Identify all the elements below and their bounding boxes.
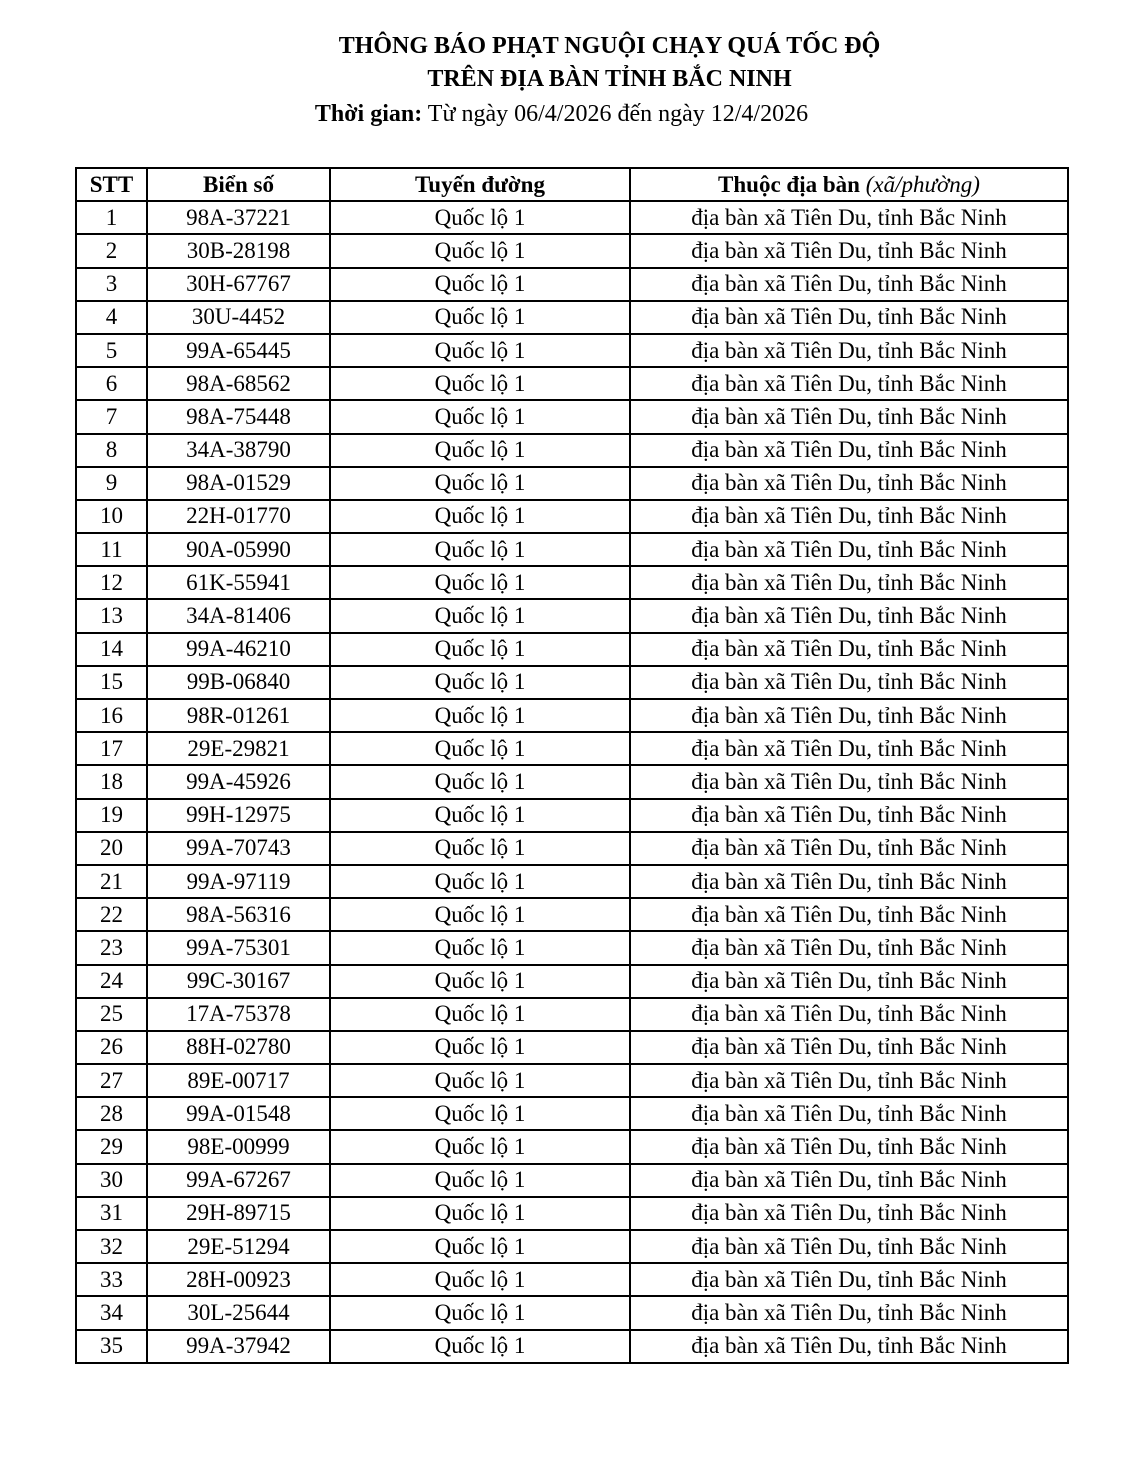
column-header-area-note: (xã/phường) bbox=[865, 171, 980, 197]
cell-plate: 98A-75448 bbox=[147, 400, 330, 433]
cell-route: Quốc lộ 1 bbox=[330, 898, 630, 931]
cell-stt: 26 bbox=[76, 1031, 147, 1064]
cell-area: địa bàn xã Tiên Du, tỉnh Bắc Ninh bbox=[630, 1064, 1068, 1097]
cell-plate: 99H-12975 bbox=[147, 799, 330, 832]
table-row bbox=[76, 898, 1068, 931]
cell-stt: 15 bbox=[76, 666, 147, 699]
cell-plate: 99A-97119 bbox=[147, 865, 330, 898]
cell-plate: 22H-01770 bbox=[147, 500, 330, 533]
column-header-stt: STT bbox=[76, 168, 147, 201]
cell-route: Quốc lộ 1 bbox=[330, 699, 630, 732]
cell-route: Quốc lộ 1 bbox=[330, 799, 630, 832]
cell-area: địa bàn xã Tiên Du, tỉnh Bắc Ninh bbox=[630, 931, 1068, 964]
cell-stt: 30 bbox=[76, 1164, 147, 1197]
cell-stt: 1 bbox=[76, 201, 147, 234]
cell-route: Quốc lộ 1 bbox=[330, 633, 630, 666]
cell-plate: 98A-37221 bbox=[147, 201, 330, 234]
cell-area: địa bàn xã Tiên Du, tỉnh Bắc Ninh bbox=[630, 666, 1068, 699]
table-row bbox=[76, 965, 1068, 998]
cell-plate: 99B-06840 bbox=[147, 666, 330, 699]
table-row bbox=[76, 599, 1068, 632]
cell-area: địa bàn xã Tiên Du, tỉnh Bắc Ninh bbox=[630, 367, 1068, 400]
cell-stt: 3 bbox=[76, 268, 147, 301]
cell-area: địa bàn xã Tiên Du, tỉnh Bắc Ninh bbox=[630, 965, 1068, 998]
violations-table bbox=[75, 167, 1069, 1364]
table-row bbox=[76, 732, 1068, 765]
cell-route: Quốc lộ 1 bbox=[330, 566, 630, 599]
cell-plate: 30U-4452 bbox=[147, 301, 330, 334]
table-row bbox=[76, 367, 1068, 400]
cell-plate: 99A-01548 bbox=[147, 1097, 330, 1130]
cell-plate: 98E-00999 bbox=[147, 1130, 330, 1163]
document-subtitle: TRÊN ĐỊA BÀN TỈNH BẮC NINH bbox=[427, 66, 792, 92]
cell-area: địa bàn xã Tiên Du, tỉnh Bắc Ninh bbox=[630, 1197, 1068, 1230]
cell-area: địa bàn xã Tiên Du, tỉnh Bắc Ninh bbox=[630, 732, 1068, 765]
table-row bbox=[76, 1263, 1068, 1296]
table-row bbox=[76, 467, 1068, 500]
cell-stt: 7 bbox=[76, 400, 147, 433]
table-row bbox=[76, 998, 1068, 1031]
cell-plate: 99A-70743 bbox=[147, 832, 330, 865]
cell-plate: 99A-37942 bbox=[147, 1330, 330, 1363]
cell-stt: 12 bbox=[76, 566, 147, 599]
cell-plate: 98R-01261 bbox=[147, 699, 330, 732]
cell-stt: 2 bbox=[76, 234, 147, 267]
cell-area: địa bàn xã Tiên Du, tỉnh Bắc Ninh bbox=[630, 201, 1068, 234]
cell-route: Quốc lộ 1 bbox=[330, 201, 630, 234]
cell-route: Quốc lộ 1 bbox=[330, 1263, 630, 1296]
cell-area: địa bàn xã Tiên Du, tỉnh Bắc Ninh bbox=[630, 1031, 1068, 1064]
cell-area: địa bàn xã Tiên Du, tỉnh Bắc Ninh bbox=[630, 1263, 1068, 1296]
cell-stt: 11 bbox=[76, 533, 147, 566]
cell-stt: 9 bbox=[76, 467, 147, 500]
cell-area: địa bàn xã Tiên Du, tỉnh Bắc Ninh bbox=[630, 1330, 1068, 1363]
cell-stt: 31 bbox=[76, 1197, 147, 1230]
cell-route: Quốc lộ 1 bbox=[330, 765, 630, 798]
cell-area: địa bàn xã Tiên Du, tỉnh Bắc Ninh bbox=[630, 400, 1068, 433]
cell-route: Quốc lộ 1 bbox=[330, 666, 630, 699]
cell-plate: 17A-75378 bbox=[147, 998, 330, 1031]
column-header-route: Tuyến đường bbox=[330, 168, 630, 201]
cell-area: địa bàn xã Tiên Du, tỉnh Bắc Ninh bbox=[630, 234, 1068, 267]
table-row bbox=[76, 268, 1068, 301]
table-row bbox=[76, 201, 1068, 234]
cell-route: Quốc lộ 1 bbox=[330, 965, 630, 998]
cell-route: Quốc lộ 1 bbox=[330, 1064, 630, 1097]
table-row bbox=[76, 1064, 1068, 1097]
cell-route: Quốc lộ 1 bbox=[330, 400, 630, 433]
cell-stt: 28 bbox=[76, 1097, 147, 1130]
cell-plate: 98A-01529 bbox=[147, 467, 330, 500]
cell-route: Quốc lộ 1 bbox=[330, 998, 630, 1031]
cell-plate: 99A-75301 bbox=[147, 931, 330, 964]
cell-stt: 23 bbox=[76, 931, 147, 964]
cell-stt: 32 bbox=[76, 1230, 147, 1263]
cell-route: Quốc lộ 1 bbox=[330, 268, 630, 301]
cell-plate: 30L-25644 bbox=[147, 1296, 330, 1329]
table-row bbox=[76, 666, 1068, 699]
cell-route: Quốc lộ 1 bbox=[330, 467, 630, 500]
cell-area: địa bàn xã Tiên Du, tỉnh Bắc Ninh bbox=[630, 765, 1068, 798]
cell-stt: 16 bbox=[76, 699, 147, 732]
cell-route: Quốc lộ 1 bbox=[330, 599, 630, 632]
cell-area: địa bàn xã Tiên Du, tỉnh Bắc Ninh bbox=[630, 865, 1068, 898]
cell-plate: 98A-56316 bbox=[147, 898, 330, 931]
cell-area: địa bàn xã Tiên Du, tỉnh Bắc Ninh bbox=[630, 998, 1068, 1031]
table-row bbox=[76, 1330, 1068, 1363]
column-header-area bbox=[630, 168, 1068, 201]
cell-plate: 29E-29821 bbox=[147, 732, 330, 765]
column-header-plate: Biển số bbox=[147, 168, 330, 201]
cell-route: Quốc lộ 1 bbox=[330, 865, 630, 898]
time-period-label: Thời gian: bbox=[314, 101, 423, 127]
cell-area: địa bàn xã Tiên Du, tỉnh Bắc Ninh bbox=[630, 1164, 1068, 1197]
cell-plate: 30H-67767 bbox=[147, 268, 330, 301]
table-row bbox=[76, 1296, 1068, 1329]
cell-route: Quốc lộ 1 bbox=[330, 832, 630, 865]
cell-stt: 34 bbox=[76, 1296, 147, 1329]
table-row bbox=[76, 1031, 1068, 1064]
table-row bbox=[76, 1230, 1068, 1263]
cell-plate: 34A-38790 bbox=[147, 434, 330, 467]
table-row bbox=[76, 234, 1068, 267]
table-row bbox=[76, 699, 1068, 732]
cell-plate: 90A-05990 bbox=[147, 533, 330, 566]
table-row bbox=[76, 832, 1068, 865]
cell-area: địa bàn xã Tiên Du, tỉnh Bắc Ninh bbox=[630, 1230, 1068, 1263]
table-row bbox=[76, 865, 1068, 898]
table-row bbox=[76, 633, 1068, 666]
table-row bbox=[76, 334, 1068, 367]
table-row bbox=[76, 765, 1068, 798]
cell-area: địa bàn xã Tiên Du, tỉnh Bắc Ninh bbox=[630, 599, 1068, 632]
cell-area: địa bàn xã Tiên Du, tỉnh Bắc Ninh bbox=[630, 268, 1068, 301]
table-row bbox=[76, 500, 1068, 533]
table-row bbox=[76, 931, 1068, 964]
time-period bbox=[0, 99, 1131, 129]
cell-route: Quốc lộ 1 bbox=[330, 500, 630, 533]
cell-stt: 35 bbox=[76, 1330, 147, 1363]
cell-route: Quốc lộ 1 bbox=[330, 732, 630, 765]
cell-stt: 22 bbox=[76, 898, 147, 931]
cell-area: địa bàn xã Tiên Du, tỉnh Bắc Ninh bbox=[630, 533, 1068, 566]
table-row bbox=[76, 533, 1068, 566]
cell-plate: 99A-67267 bbox=[147, 1164, 330, 1197]
cell-route: Quốc lộ 1 bbox=[330, 367, 630, 400]
column-header-area-label: Thuộc địa bàn bbox=[718, 171, 866, 197]
cell-route: Quốc lộ 1 bbox=[330, 234, 630, 267]
cell-plate: 99A-65445 bbox=[147, 334, 330, 367]
cell-route: Quốc lộ 1 bbox=[330, 931, 630, 964]
table-row bbox=[76, 301, 1068, 334]
cell-area: địa bàn xã Tiên Du, tỉnh Bắc Ninh bbox=[630, 301, 1068, 334]
cell-plate: 34A-81406 bbox=[147, 599, 330, 632]
document-title: THÔNG BÁO PHẠT NGUỘI CHẠY QUÁ TỐC ĐỘ bbox=[338, 33, 881, 59]
cell-stt: 6 bbox=[76, 367, 147, 400]
cell-stt: 5 bbox=[76, 334, 147, 367]
cell-plate: 99A-45926 bbox=[147, 765, 330, 798]
cell-stt: 14 bbox=[76, 633, 147, 666]
cell-plate: 28H-00923 bbox=[147, 1263, 330, 1296]
cell-area: địa bàn xã Tiên Du, tỉnh Bắc Ninh bbox=[630, 334, 1068, 367]
cell-route: Quốc lộ 1 bbox=[330, 434, 630, 467]
table-row bbox=[76, 1097, 1068, 1130]
cell-area: địa bàn xã Tiên Du, tỉnh Bắc Ninh bbox=[630, 566, 1068, 599]
cell-stt: 24 bbox=[76, 965, 147, 998]
table-row bbox=[76, 1130, 1068, 1163]
cell-stt: 25 bbox=[76, 998, 147, 1031]
table-row bbox=[76, 434, 1068, 467]
table-row bbox=[76, 400, 1068, 433]
cell-stt: 19 bbox=[76, 799, 147, 832]
cell-route: Quốc lộ 1 bbox=[330, 1031, 630, 1064]
cell-route: Quốc lộ 1 bbox=[330, 1197, 630, 1230]
cell-stt: 20 bbox=[76, 832, 147, 865]
cell-route: Quốc lộ 1 bbox=[330, 1230, 630, 1263]
cell-area: địa bàn xã Tiên Du, tỉnh Bắc Ninh bbox=[630, 434, 1068, 467]
cell-plate: 88H-02780 bbox=[147, 1031, 330, 1064]
cell-area: địa bàn xã Tiên Du, tỉnh Bắc Ninh bbox=[630, 1296, 1068, 1329]
table-row bbox=[76, 1197, 1068, 1230]
cell-stt: 33 bbox=[76, 1263, 147, 1296]
table-body bbox=[76, 201, 1068, 1363]
cell-route: Quốc lộ 1 bbox=[330, 301, 630, 334]
cell-stt: 8 bbox=[76, 434, 147, 467]
table-row bbox=[76, 1164, 1068, 1197]
cell-stt: 21 bbox=[76, 865, 147, 898]
cell-area: địa bàn xã Tiên Du, tỉnh Bắc Ninh bbox=[630, 699, 1068, 732]
cell-area: địa bàn xã Tiên Du, tỉnh Bắc Ninh bbox=[630, 467, 1068, 500]
cell-stt: 13 bbox=[76, 599, 147, 632]
cell-area: địa bàn xã Tiên Du, tỉnh Bắc Ninh bbox=[630, 1130, 1068, 1163]
cell-plate: 99C-30167 bbox=[147, 965, 330, 998]
cell-stt: 27 bbox=[76, 1064, 147, 1097]
cell-area: địa bàn xã Tiên Du, tỉnh Bắc Ninh bbox=[630, 898, 1068, 931]
cell-area: địa bàn xã Tiên Du, tỉnh Bắc Ninh bbox=[630, 799, 1068, 832]
cell-route: Quốc lộ 1 bbox=[330, 1330, 630, 1363]
cell-plate: 99A-46210 bbox=[147, 633, 330, 666]
cell-route: Quốc lộ 1 bbox=[330, 1130, 630, 1163]
table-row bbox=[76, 566, 1068, 599]
cell-route: Quốc lộ 1 bbox=[330, 334, 630, 367]
cell-plate: 61K-55941 bbox=[147, 566, 330, 599]
cell-plate: 89E-00717 bbox=[147, 1064, 330, 1097]
cell-plate: 29E-51294 bbox=[147, 1230, 330, 1263]
cell-route: Quốc lộ 1 bbox=[330, 1097, 630, 1130]
cell-route: Quốc lộ 1 bbox=[330, 1164, 630, 1197]
cell-stt: 17 bbox=[76, 732, 147, 765]
cell-stt: 29 bbox=[76, 1130, 147, 1163]
cell-plate: 29H-89715 bbox=[147, 1197, 330, 1230]
cell-area: địa bàn xã Tiên Du, tỉnh Bắc Ninh bbox=[630, 500, 1068, 533]
table-header-row bbox=[76, 168, 1068, 201]
cell-plate: 30B-28198 bbox=[147, 234, 330, 267]
cell-route: Quốc lộ 1 bbox=[330, 533, 630, 566]
table-row bbox=[76, 799, 1068, 832]
time-period-value: Từ ngày 06/4/2026 đến ngày 12/4/2026 bbox=[422, 101, 809, 127]
cell-area: địa bàn xã Tiên Du, tỉnh Bắc Ninh bbox=[630, 1097, 1068, 1130]
cell-area: địa bàn xã Tiên Du, tỉnh Bắc Ninh bbox=[630, 633, 1068, 666]
cell-stt: 4 bbox=[76, 301, 147, 334]
cell-area: địa bàn xã Tiên Du, tỉnh Bắc Ninh bbox=[630, 832, 1068, 865]
cell-plate: 98A-68562 bbox=[147, 367, 330, 400]
cell-stt: 10 bbox=[76, 500, 147, 533]
cell-stt: 18 bbox=[76, 765, 147, 798]
cell-route: Quốc lộ 1 bbox=[330, 1296, 630, 1329]
